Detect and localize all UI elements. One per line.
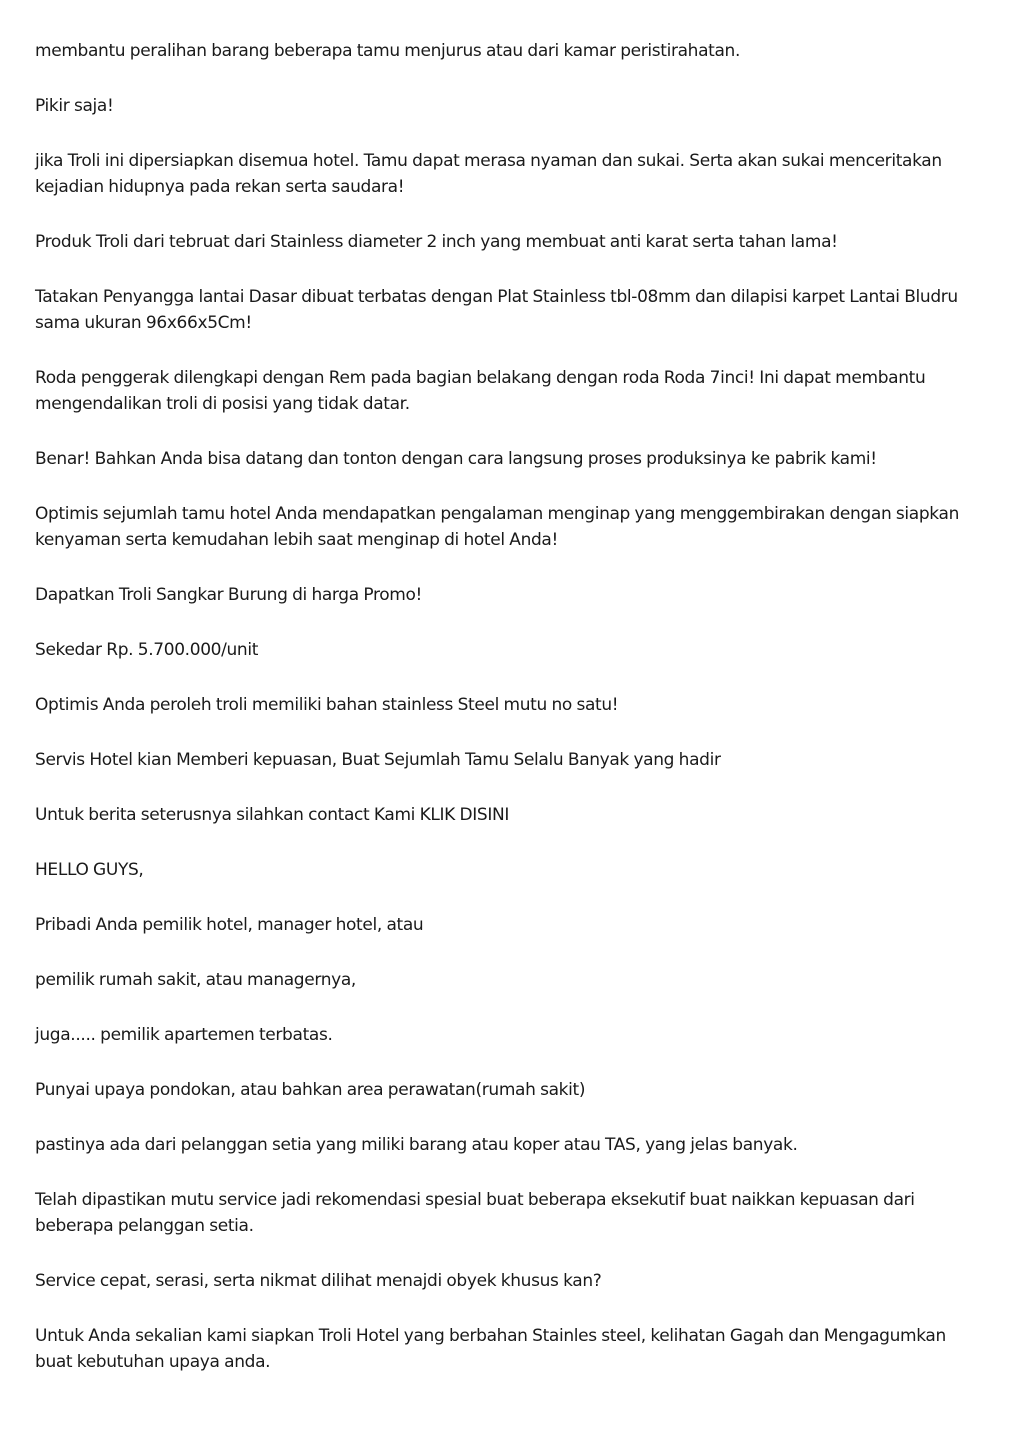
paragraph: juga..... pemilik apartemen terbatas. [35,1025,333,1045]
document-body [35,38,985,1404]
paragraph: Optimis sejumlah tamu hotel Anda mendapatkan pengalaman menginap yang menggembirakan dengan siapkan kenyaman serta kemudahan lebih saat menginap di hotel Anda! [35,504,959,550]
contact-text: Untuk berita seterusnya silahkan contact Kami KLIK DISINI [35,805,510,825]
paragraph: Servis Hotel kian Memberi kepuasan, Buat Sejumlah Tamu Selalu Banyak yang hadir [35,750,721,770]
greeting: HELLO GUYS, [35,860,144,880]
paragraph: Optimis Anda peroleh troli memiliki bahan stainless Steel mutu no satu! [35,695,619,715]
paragraph: Pribadi Anda pemilik hotel, manager hotel, atau [35,915,424,935]
paragraph: jika Troli ini dipersiapkan disemua hotel. Tamu dapat merasa nyaman dan sukai. Serta akan sukai menceritakan kejadian hidupnya pada rekan serta saudara! [35,151,942,197]
paragraph: pemilik rumah sakit, atau managernya, [35,970,356,990]
paragraph: pastinya ada dari pelanggan setia yang miliki barang atau koper atau TAS, yang jelas banyak. [35,1135,798,1155]
paragraph: Roda penggerak dilengkapi dengan Rem pada bagian belakang dengan roda Roda 7inci! Ini dapat membantu mengendalikan troli di posisi yang tidak datar. [35,368,926,414]
paragraph: Untuk Anda sekalian kami siapkan Troli Hotel yang berbahan Stainles steel, kelihatan Gagah dan Mengagumkan buat kebutuhan upaya anda. [35,1326,946,1372]
paragraph: Pikir saja! [35,96,114,116]
paragraph: Produk Troli dari tebruat dari Stainless diameter 2 inch yang membuat anti karat serta tahan lama! [35,232,838,252]
paragraph: Tatakan Penyangga lantai Dasar dibuat terbatas dengan Plat Stainless tbl-08mm dan dilapisi karpet Lantai Bludru sama ukuran 96x66x5Cm! [35,287,958,333]
price-text: Sekedar Rp. 5.700.000/unit [35,640,259,660]
paragraph: Benar! Bahkan Anda bisa datang dan tonton dengan cara langsung proses produksinya ke pabrik kami! [35,449,877,469]
paragraph: membantu peralihan barang beberapa tamu menjurus atau dari kamar peristirahatan. [35,41,741,61]
paragraph: Telah dipastikan mutu service jadi rekomendasi spesial buat beberapa eksekutif buat naikkan kepuasan dari beberapa pelanggan setia. [35,1190,915,1236]
paragraph: Punyai upaya pondokan, atau bahkan area perawatan(rumah sakit) [35,1080,586,1100]
promo-heading: Dapatkan Troli Sangkar Burung di harga Promo! [35,585,422,605]
paragraph: Service cepat, serasi, serta nikmat dilihat menajdi obyek khusus kan? [35,1271,602,1291]
